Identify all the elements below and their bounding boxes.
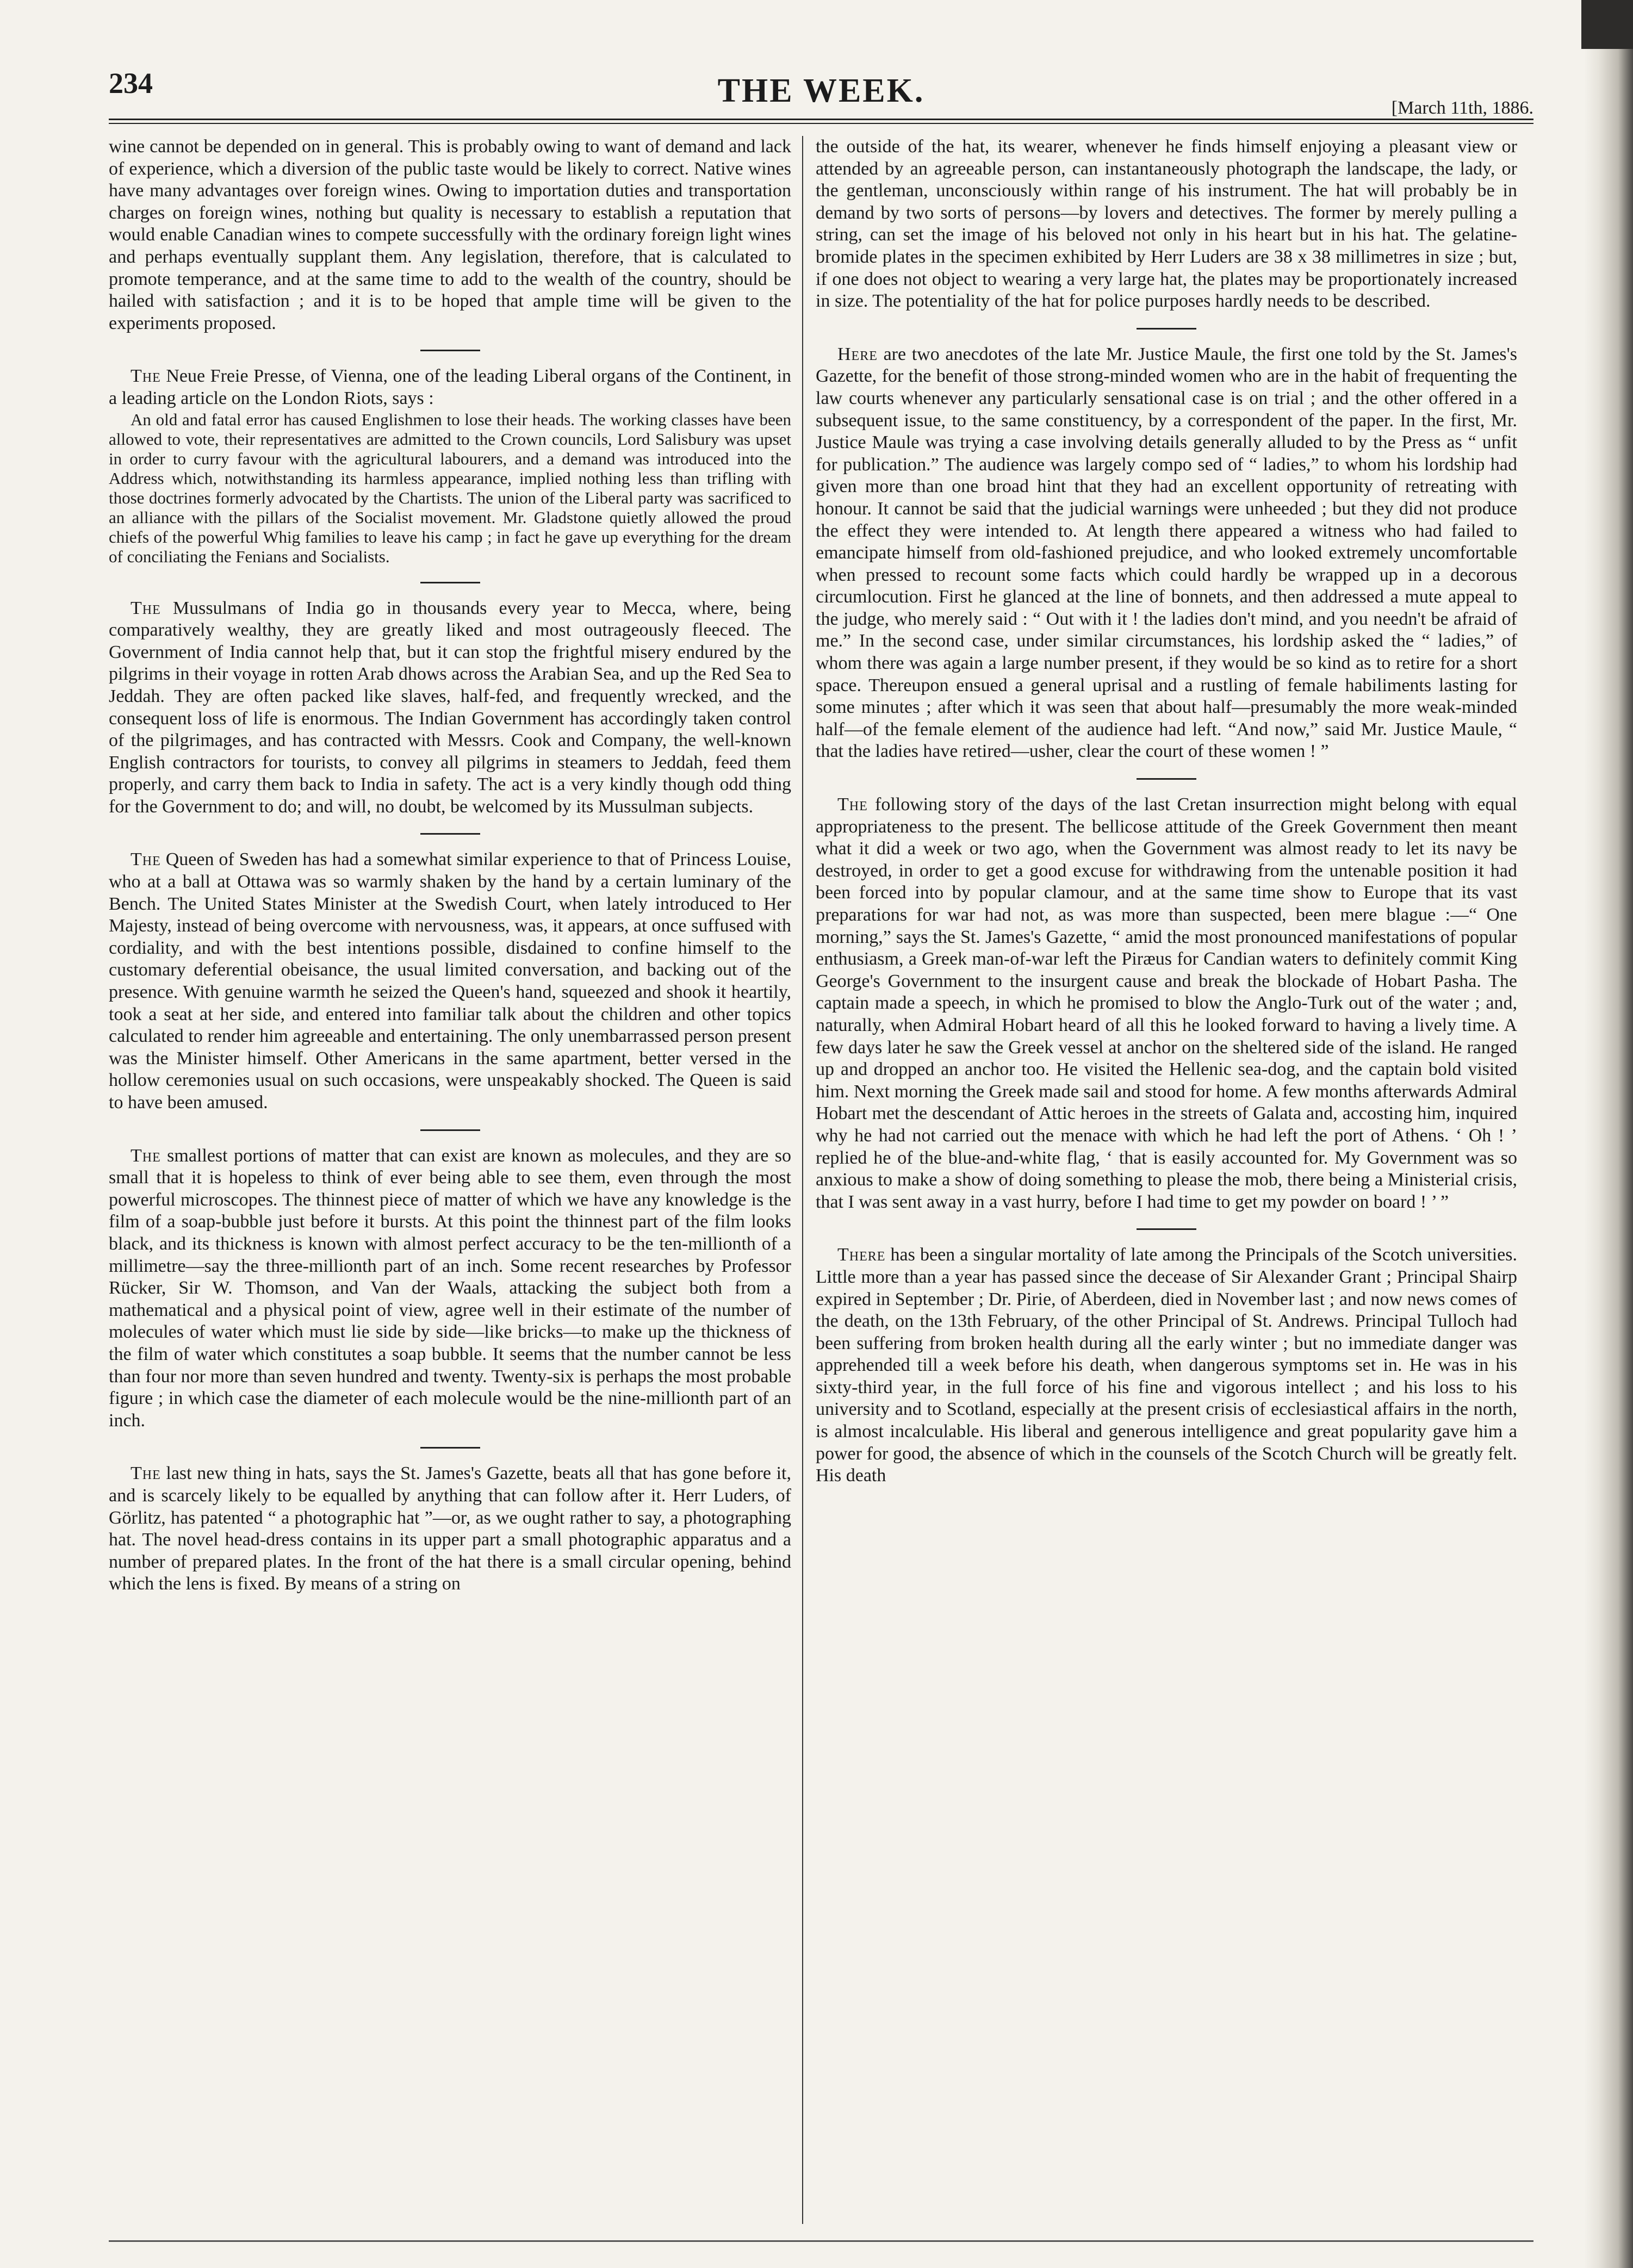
masthead-title: THE WEEK. xyxy=(717,72,925,109)
article-separator xyxy=(1137,1228,1196,1230)
article-separator xyxy=(1137,778,1196,780)
article-paragraph: The Mussulmans of India go in thousands every year to Mecca, where, being comparatively wealthy, they are greatly liked and most outrageously fleeced. The Government of India cannot help that, but it can stop the frightful misery endured by the pilgrims in their voyage in rotten Arab dhows across the Arabian Sea, and up the Red Sea to Jeddah. They are often packed like slaves, half-fed, and frequently wrecked, and the consequent loss of life is enormous. The Indian Government has accordingly taken control of the pilgrimages, and has contracted with Messrs. Cook and Company, the well-known English contractors for tourists, to convey all pilgrims in steamers to Jeddah, feed them properly, and carry them back to India in safety. The act is a very kindly though odd thing for the Government to do; and will, no doubt, be welcomed by its Mussulman subjects. xyxy=(109,598,791,817)
article-separator xyxy=(420,833,480,835)
article-separator xyxy=(420,1129,480,1131)
issue-date: [March 11th, 1886. xyxy=(1391,98,1533,118)
article-paragraph: The Neue Freie Presse, of Vienna, one of the leading Liberal organs of the Continent, in a leading article on the London Riots, says : xyxy=(109,366,791,408)
quoted-paragraph: An old and fatal error has caused Englishmen to lose their heads. The working classes have been allowed to vote, their representatives are admitted to the Crown councils, Lord Salisbury was upset in order to curry favour with the agricultural labourers, and a demand was introduced into the Address which, notwithstanding its harmless appearance, implied nothing less than trifling with those doctrines formerly advocated by the Chartists. The union of the Liberal party was sacrificed to an alliance with the pillars of the Socialist movement. Mr. Gladstone quietly allowed the proud chiefs of the powerful Whig families to leave his camp ; in fact he gave up everything for the dream of conciliating the Fenians and Socialists. xyxy=(109,409,791,566)
header-rule-top xyxy=(109,119,1533,120)
bottom-rule xyxy=(109,2240,1533,2242)
article-paragraph: wine cannot be depended on in general. This is probably owing to want of demand and lack of experience, which a diversion of the public taste would be likely to correct. Native wines have many advantages over foreign wines. Owing to importation duties and transportation charges on foreign wines, nothing but quality is necessary to establish a reputation that would enable Canadian wines to compete successfully with the ordinary foreign light wines and perhaps eventually supplant them. Any legislation, therefore, that is calculated to promote temperance, and at the same time to add to the wealth of the country, should be hailed with satisfaction ; and it is to be hoped that ample time will be given to the experiments proposed. xyxy=(109,136,791,333)
page-number: 234 xyxy=(109,67,153,100)
right-column xyxy=(816,136,1517,2224)
article-paragraph: The following story of the days of the last Cretan insurrection might belong with equal appropriateness to the present. The bellicose attitude of the Greek Government then meant what it did a week or two ago, when the Government was almost ready to let its navy be destroyed, in order to get a good excuse for withdrawing from the untenable position it had been forced into by popular clamour, and at the same time show to Europe that its vast preparations for war had not, as was more than suspected, been mere blague :—“ One morning,” says the St. James's Gazette, “ amid the most pronounced manifestations of popular enthusiasm, a Greek man-of-war left the Piræus for Candian waters to definitely commit King George's Government to the insurgent cause and break the blockade of Hobart Pasha. The captain made a speech, in which he promised to blow the Anglo-Turk out of the water ; and, naturally, when Admiral Hobart heard of all this he looked forward to having a lively time. A few days later he saw the Greek vessel at anchor on the sheltered side of the island. He ranged up and dropped an anchor too. He visited the Hellenic sea-dog, and the captain bold visited him. Next morning the Greek made sail and stood for home. A few months afterwards Admiral Hobart met the descendant of Attic heroes in the streets of Galata and, accosting him, inquired why he had not carried out the menace with which he had left the port of Athens. ‘ Oh ! ’ replied he of the blue-and-white flag, ‘ that is easily accounted for. My Government was so anxious to make a show of doing something to please the mob, there being a Ministerial crisis, that I was sent away in a vast hurry, before I had time to get my powder on board ! ’ ” xyxy=(816,794,1517,1212)
article-paragraph: There has been a singular mortality of late among the Principals of the Scotch universities. Little more than a year has passed since the decease of Sir Alexander Grant ; Principal Shairp expired in September ; Dr. Pirie, of Aberdeen, died in November last ; and now news comes of the death, on the 13th February, of the other Principal of St. Andrews. Principal Tulloch had been suffering from broken health during all the early winter ; but no immediate danger was apprehended till a week before his death, when dangerous symptoms set in. He was in his sixty-third year, in the full force of his fine and vigorous intellect ; and his loss to his university and to Scotland, especially at the present crisis of ecclesiastical affairs in the north, is almost incalculable. His liberal and generous intelligence and great popularity gave him a power for good, the absence of which in the counsels of the Scotch Church will be greatly felt. His death xyxy=(816,1245,1517,1486)
article-paragraph: The Queen of Sweden has had a somewhat similar experience to that of Princess Louise, who at a ball at Ottawa was so warmly shaken by the hand by a certain luminary of the Bench. The United States Minister at the Swedish Court, when lately introduced to Her Majesty, instead of being overcome with nervousness, was, it appears, at once suffused with cordiality, and with the best intentions possible, disdained to confine himself to the customary deferential obeisance, the usual limited conversation, and backing out of the presence. With genuine warmth he seized the Queen's hand, squeezed and shook it heartily, took a seat at her side, and entered into familiar talk about the children and other topics calculated to render him agreeable and entertaining. The only unembarrassed person present was the Minister himself. Other Americans in the same apartment, better versed in the hollow ceremonies usual on such occasions, were unspeakably shocked. The Queen is said to have been amused. xyxy=(109,849,791,1113)
article-paragraph: Here are two anecdotes of the late Mr. Justice Maule, the first one told by the St. James's Gazette, for the benefit of those strong-minded women who are in the habit of frequenting the law courts whenever any particularly sensational case is on trial ; and the other offered in a subsequent issue, to the same constituency, by a correspondent of the paper. In the first, Mr. Justice Maule was trying a case involving details generally alluded to by the Press as “ unfit for publication.” The audience was largely compo sed of “ ladies,” to whom his lordship had given more than one broad hint that they had an excellent opportunity of retreating with honour. It cannot be said that the judicial warnings were unheeded ; but they did not produce the effect they were intended to. At length there appeared a witness who had failed to emancipate himself from old-fashioned prejudice, and who looked extremely uncomfortable when pressed to recount some facts which could hardly be wrapped up in a decorous circumlocution. First he glanced at the line of bonnets, and then addressed a mute appeal to the judge, who merely said : “ Out with it ! the ladies don't mind, and you needn't be afraid of me.” In the second case, under similar circumstances, his lordship asked the “ ladies,” of whom there was again a large number present, if they would be so kind as to retire for a short space. Thereupon ensued a general uprisal and a rustling of female habiliments lasting for some minutes ; after which it was seen that about half—presumably the more weak-minded half—of the female element of the audience had left. “And now,” said Mr. Justice Maule, “ that the ladies have retired—usher, clear the court of these women ! ” xyxy=(816,344,1517,762)
article-paragraph: the outside of the hat, its wearer, whenever he finds himself enjoying a pleasant view or attended by an agreeable person, can instantaneously photograph the landscape, the lady, or the gentleman, unconsciously within range of his instrument. The hat will probably be in demand by two sorts of persons—by lovers and detectives. The former by merely pulling a string, can set the image of his beloved not only in his heart but in his hat. The gelatine-bromide plates in the specimen exhibited by Herr Luders are 38 x 38 millimetres in size ; but, if one does not object to wearing a very large hat, the plates may be proportionately increased in size. The potentiality of the hat for police purposes hardly needs to be described. xyxy=(816,136,1517,312)
article-separator xyxy=(1137,328,1196,330)
left-column xyxy=(109,136,791,2224)
page-header xyxy=(109,60,1533,118)
article-separator xyxy=(420,1447,480,1449)
article-paragraph: The smallest portions of matter that can exist are known as molecules, and they are so small that it is hopeless to think of ever being able to see them, even through the most powerful microscopes. The thinnest piece of matter of which we have any knowledge is the film of a soap-bubble just before it bursts. At this point the thinnest part of the film looks black, and its thickness is known with almost perfect accuracy to be the ten-millionth of a millimetre—say the three-millionth part of an inch. Some recent researches by Professor Rücker, Sir W. Thomson, and Van der Waals, attacking the subject both from a mathematical and a physical point of view, agree well in their estimate of the number of molecules of water which must lie side by side—like bricks—to make up the thickness of the film of water which constitutes a soap bubble. It seems that the number cannot be less than four nor more than seven hundred and twenty. Twenty-six is perhaps the most probable figure ; in which case the diameter of each molecule would be the nine-millionth part of an inch. xyxy=(109,1145,791,1431)
article-separator xyxy=(420,582,480,583)
header-rule-bottom xyxy=(109,123,1533,124)
page-edge-shadow xyxy=(1584,0,1633,2268)
article-separator xyxy=(420,350,480,351)
column-divider xyxy=(802,136,803,2224)
page-corner-dark xyxy=(1581,0,1633,49)
article-paragraph: The last new thing in hats, says the St. James's Gazette, beats all that has gone before it, and is scarcely likely to be equalled by anything that can follow after it. Herr Luders, of Görlitz, has patented “ a photographic hat ”—or, as we ought rather to say, a photographing hat. The novel head-dress contains in its upper part a small photographic apparatus and a number of prepared plates. In the front of the hat there is a small circular opening, behind which the lens is fixed. By means of a string on xyxy=(109,1463,791,1594)
